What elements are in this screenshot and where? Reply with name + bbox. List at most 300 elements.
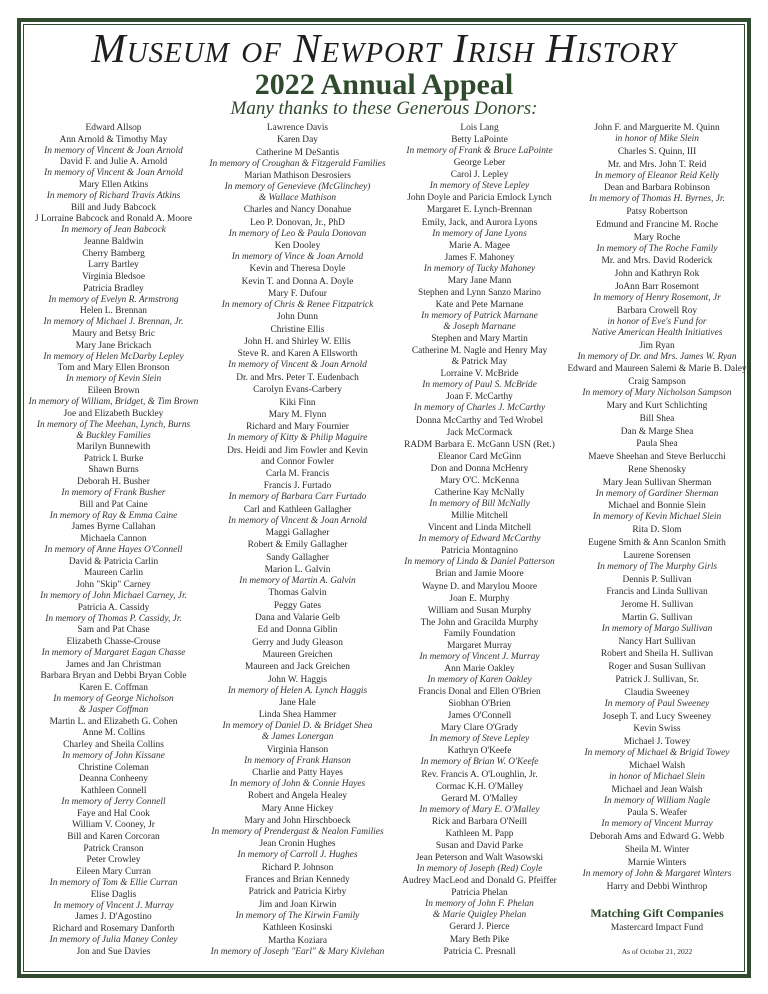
donor-entry [205, 505, 390, 527]
donor-entry [205, 804, 390, 815]
dedication-note: In memory of William Nagle [603, 795, 711, 806]
donor-entry [566, 427, 748, 438]
dedication-note: In memory of Daniel D. & Bridget Shea & James Lonergan [222, 721, 373, 743]
donor-name: Paula Shea [636, 439, 678, 450]
dedication-note: In memory of Frank Busher [61, 488, 166, 499]
donor-entry [205, 625, 390, 636]
donor-name: Mary M. Flynn [268, 409, 327, 420]
donor-entry [386, 158, 573, 169]
donor-name: Francis Donal and Ellen O'Brien [418, 687, 541, 698]
donor-name: Patricia C. Presnall [443, 946, 516, 957]
donor-entry [22, 912, 205, 923]
dedication-note: In memory of Tom & Ellie Curran [49, 877, 178, 888]
donor-name: Carolyn Evans-Carbery [253, 385, 342, 396]
donor-entry [566, 613, 748, 635]
donor-name: Patrick I. Burke [83, 453, 144, 464]
donor-entry [205, 312, 390, 323]
donor-name: Lorraine V. McBride [440, 369, 519, 380]
dedication-note: In memory of Anne Hayes O'Connell [44, 545, 183, 556]
dedication-note: In memory of Evelyn R. Armstrong [48, 294, 179, 305]
dedication-note: In memory of Charles J. McCarthy [413, 403, 546, 414]
donor-name: Patrick and Patricia Kirby [248, 887, 347, 898]
donor-name: Brian and Jamie Moore [435, 569, 524, 580]
donor-entry [566, 600, 748, 611]
donor-name: Catherine M DeSantis [255, 147, 340, 158]
matching-gift-company: Mastercard Impact Fund [610, 923, 704, 933]
donor-entry [205, 422, 390, 444]
donor-name: Barbara Bryan and Debbi Bryan Coble [40, 671, 187, 682]
donor-entry [22, 363, 205, 385]
donor-name: Dana and Valarie Gelb [255, 612, 340, 623]
donor-name: Carla M. Francis [265, 468, 330, 479]
donor-name: Kate and Pete Marnane [435, 300, 524, 311]
donor-name: Cormac K.H. O'Malley [435, 781, 524, 792]
donor-name: Francis J. Furtado [263, 481, 332, 492]
donor-entry [205, 373, 390, 384]
donor-entry [386, 606, 573, 617]
dedication-note: In memory of Jane Lyons [432, 228, 527, 239]
donor-entry [205, 325, 390, 336]
donor-entry [205, 923, 390, 934]
donor-entry [205, 148, 390, 170]
donor-entry [22, 123, 205, 134]
donor-name: Mary and John Hirschboeck [244, 816, 351, 827]
donor-entry [22, 890, 205, 912]
donor-entry [205, 675, 390, 697]
donor-entry [566, 649, 748, 660]
donor-entry [566, 712, 748, 723]
donor-name: Kevin T. and Donna A. Doyle [241, 276, 354, 287]
donor-name: Eileen Mary Curran [76, 866, 151, 877]
dedication-note: In memory of Chris & Renee Fitzpatrick [221, 300, 374, 311]
donor-entry [22, 180, 205, 202]
donor-name: Maureen Greichen [262, 650, 333, 660]
donor-name: Leo P. Donovan, Jr., PhD [250, 217, 345, 228]
dedication-note: in honor of Mike Slein [615, 134, 699, 144]
donor-name: Michael and Bonnie Slein [608, 501, 706, 512]
donor-entry [22, 237, 205, 248]
donor-name: Emily, Jack, and Aurora Lyons [421, 217, 538, 228]
dedication-note: In memory of Vincent & Joan Arnold [228, 360, 367, 371]
donor-entry [386, 699, 573, 710]
dedication-note: In memory of Edward McCarthy [418, 534, 541, 545]
donor-name: Charles and Nancy Donahue [243, 205, 352, 216]
donor-name: Harry and Debbi Winthrop [606, 881, 708, 892]
dedication-note: In memory of Vincent J. Murray [53, 900, 174, 911]
dedication-note: In memory of Michael J. Brennan, Jr. [43, 317, 184, 328]
donor-entry [386, 452, 573, 463]
donor-entry [205, 528, 390, 539]
donor-entry [22, 386, 205, 408]
donor-name: Robert and Sheila H. Sullivan [600, 649, 714, 660]
donor-name: Maggi Gallagher [265, 527, 330, 538]
donor-entry [22, 603, 205, 625]
dedication-note: In memory of Vincent J. Murray [419, 651, 540, 662]
dedication-note: in honor of Michael Slein [609, 771, 705, 782]
donor-name: Edward and Maureen Salemi & Marie B. Daley [567, 364, 747, 375]
donor-name: Virginia Bledsoe [81, 271, 146, 282]
donor-name: Cherry Bamberg [82, 248, 145, 259]
donor-entry [566, 501, 748, 523]
donor-list [22, 123, 205, 958]
dedication-note: In memory of Mary Nicholson Sampson [582, 388, 732, 399]
dedication-note: In memory of Paul S. McBride [422, 380, 537, 391]
donor-name: Lois Lang [460, 123, 499, 133]
donor-list [205, 123, 390, 958]
dedication-note: In memory of Joseph "Earl" & Mary Kivlehan [210, 946, 385, 957]
donor-entry [386, 935, 573, 946]
donor-entry [566, 538, 748, 549]
donor-name: Helen L. Brennan [80, 306, 147, 317]
donor-entry [22, 660, 205, 671]
dedication-note: In memory of John Michael Carney, Jr. [40, 591, 187, 602]
donor-entry [205, 887, 390, 898]
donor-entry [386, 546, 573, 568]
donor-entry [566, 688, 748, 710]
dedication-note: In memory of Brian W. O'Keefe [420, 757, 539, 768]
donor-column-4 [566, 123, 748, 956]
donor-entry [22, 924, 205, 946]
donor-name: Marion L. Galvin [264, 564, 331, 575]
donor-name: John "Skip" Carney [76, 580, 151, 591]
donor-entry [566, 364, 748, 375]
donor-name: Faye and Hal Cook [77, 808, 150, 819]
dedication-note: In memory of Steve Lepley [429, 181, 530, 192]
donor-name: Mary Anne Hickey [261, 803, 334, 814]
donor-name: Patricia A. Cassidy [77, 602, 150, 613]
donor-name: Anne M. Collins [82, 728, 145, 739]
donor-name: Wayne D. and Marylou Moore [421, 581, 538, 592]
donor-name: Bill Shea [639, 413, 675, 424]
donor-entry [205, 745, 390, 767]
dedication-note: In memory of Tucky Mahoney [423, 263, 536, 274]
donor-name: Betty LaPointe [451, 135, 508, 146]
donor-name: Gerard M. O'Malley [441, 793, 518, 804]
donor-entry [22, 947, 205, 958]
donor-entry [566, 269, 748, 280]
donor-name: Michael Walsh [628, 760, 686, 771]
donor-name: Charley and Sheila Collins [63, 739, 164, 750]
donors-tagline: Many thanks to these Generous Donors: [230, 98, 538, 119]
donor-entry [566, 414, 748, 425]
donor-name: Kathryn O'Keefe [447, 746, 512, 757]
donor-entry [205, 662, 390, 673]
donor-entry [566, 341, 748, 363]
donor-name: Virginia Hanson [266, 744, 329, 755]
donor-entry [386, 618, 573, 640]
donor-name: Mary Ellen Atkins [78, 179, 149, 190]
donor-entry [205, 385, 390, 396]
donor-name: Ken Dooley [274, 241, 321, 252]
donor-entry [205, 710, 390, 743]
donor-entry [205, 264, 390, 275]
donor-name: David F. and Julie A. Arnold [59, 157, 168, 168]
donor-name: Dennis P. Sullivan [622, 574, 692, 585]
donor-entry [205, 839, 390, 861]
donor-entry [566, 439, 748, 450]
donor-name: Ann Marie Oakley [444, 664, 515, 674]
donor-name: Jane Hale [279, 698, 316, 709]
donor-name: Audrey MacLeod and Donald G. Pfeiffer [402, 876, 557, 887]
donor-name: Steve R. and Karen A Ellsworth [237, 349, 358, 360]
donor-entry [205, 900, 390, 922]
dedication-note: In memory of Prendergast & Nealon Families [211, 827, 384, 838]
donor-entry [22, 637, 205, 659]
donor-entry [22, 522, 205, 533]
donor-name: Martha Koziara [267, 935, 328, 946]
donor-name: Don and Donna McHenry [430, 463, 529, 474]
donor-entry [205, 289, 390, 311]
donor-list [386, 123, 573, 958]
donor-entry [386, 770, 573, 781]
donor-entry [386, 334, 573, 345]
donor-entry [205, 349, 390, 371]
donor-entry [205, 638, 390, 649]
donor-name: James F. Mahoney [444, 252, 515, 263]
dedication-note: In memory of Croughan & Fitzgerald Families [209, 158, 386, 169]
donor-name: Catherine Kay McNally [434, 488, 525, 499]
donor-name: Deanna Conheeny [79, 774, 148, 785]
donor-entry [386, 746, 573, 768]
donor-name: Kathleen M. Papp [445, 828, 514, 839]
donor-name: Rev. Francis A. O'Loughlin, Jr. [421, 769, 538, 780]
dedication-note: In memory of Jean Babcock [61, 225, 166, 236]
donor-name: Jean Cronin Hughes [259, 839, 336, 850]
donor-name: Martin G. Sullivan [621, 612, 693, 623]
donor-entry [22, 855, 205, 866]
donor-entry [566, 207, 748, 218]
donor-name: Kevin and Theresa Doyle [249, 264, 346, 275]
donor-name: Bill and Judy Babcock [70, 202, 157, 213]
donor-entry [386, 817, 573, 828]
donor-name: Margaret Murray [447, 640, 512, 651]
donor-name: Christine Ellis [270, 324, 325, 335]
donor-entry [386, 253, 573, 275]
donor-entry [566, 587, 748, 598]
donor-name: Martin L. and Elizabeth G. Cohen [49, 716, 178, 727]
dedication-note: In memory of Mary E. O'Malley [419, 804, 540, 815]
donor-column-3 [386, 123, 573, 958]
donor-name: Patricia Montagnino [441, 546, 518, 557]
donor-entry [205, 553, 390, 564]
donor-entry [205, 863, 390, 874]
donor-name: Mary Jane Brickach [75, 340, 152, 351]
donor-name: James Byrne Callahan [71, 522, 156, 533]
donor-entry [386, 346, 573, 368]
dedication-note: In memory of Vincent & Joan Arnold [228, 515, 367, 526]
donor-name: Edward Allsop [85, 123, 142, 133]
donor-entry [566, 465, 748, 476]
donor-entry [566, 401, 748, 412]
donor-name: John and Kathryn Rok [614, 269, 700, 280]
donor-name: Jeanne Baldwin [83, 236, 144, 247]
donor-name: Michaela Cannon [80, 534, 147, 545]
dedication-note: In memory of Carroll J. Hughes [237, 850, 358, 861]
donor-name: Bill and Karen Corcoran [67, 831, 160, 842]
donor-entry [386, 511, 573, 522]
donor-entry [566, 525, 748, 536]
donor-entry [386, 476, 573, 487]
donor-name: Patricia Phelan [451, 888, 508, 899]
donor-name: Susan and David Parke [435, 841, 524, 852]
dedication-note: In memory of Henry Rosemont, Jr [593, 293, 721, 304]
donor-entry [22, 306, 205, 328]
donor-entry [566, 452, 748, 463]
donor-name: Claudia Sweeney [624, 687, 690, 698]
donor-name: Maureen Carlin [83, 568, 144, 579]
donor-name: Jim and Joan Kirwin [258, 899, 337, 910]
donor-entry [205, 277, 390, 288]
donor-entry [386, 205, 573, 216]
donor-entry [566, 220, 748, 231]
donor-entry [22, 625, 205, 636]
donor-entry [205, 816, 390, 838]
donor-entry [566, 377, 748, 399]
donor-name: John Doyle and Paricia Emlock Lynch [407, 193, 552, 204]
dedication-note: In memory of The Kirwin Family [235, 910, 360, 921]
donor-name: Thomas Galvin [268, 588, 327, 599]
donor-entry [22, 774, 205, 785]
donor-entry [566, 637, 748, 648]
dedication-note: In memory of Paul Sweeney [604, 698, 710, 709]
donor-name: Joan F. McCarthy [446, 392, 513, 403]
donor-entry [205, 398, 390, 409]
donor-name: Peggy Gates [273, 600, 322, 611]
donor-name: Bill and Pat Caine [79, 499, 148, 510]
donor-name: RADM Barbara E. McGann USN (Ret.) [404, 439, 555, 450]
donor-name: Kathleen Connell [80, 785, 147, 796]
dedication-note: In memory of John Kissane [62, 750, 165, 761]
donor-name: Richard and Rosemary Danforth [52, 923, 175, 934]
donor-column-2 [205, 123, 390, 958]
donor-name: Mary and Kurt Schlichting [606, 400, 708, 411]
donor-entry [205, 241, 390, 263]
donor-name: Kiki Finn [279, 397, 316, 408]
dedication-note: In memory of John F. Phelan & Marie Quigley Phelan [425, 899, 534, 921]
donor-name: Paula S. Weafer [627, 808, 687, 819]
donor-name: Michael and Jean Walsh [611, 784, 703, 795]
donor-name: JoAnn Barr Rosemont [615, 282, 699, 293]
donor-column-1 [22, 123, 205, 958]
donor-entry [205, 337, 390, 348]
donor-entry [566, 256, 748, 267]
donor-name: James O'Connell [447, 711, 512, 722]
dedication-note: In memory of Patrick Marnane & Joseph Marnane [421, 311, 538, 333]
donor-entry [386, 170, 573, 192]
donor-name: Mary O'C. McKenna [439, 475, 519, 486]
donor-name: Millie Mitchell [450, 511, 509, 522]
donor-entry [386, 888, 573, 921]
donor-name: Deborah Ams and Edward G. Webb [589, 832, 725, 843]
donor-entry [22, 341, 205, 363]
dedication-note: In memory of Leo & Paula Donovan [228, 228, 367, 239]
donor-name: Marie A. Magee [448, 240, 511, 251]
donor-name: Rita D. Slom [632, 525, 682, 536]
donor-entry [22, 203, 205, 214]
donor-name: Karen Day [277, 135, 318, 146]
donor-name: Patricia Bradley [83, 283, 144, 294]
donor-name: Craig Sampson [628, 377, 686, 388]
donor-entry [566, 858, 748, 880]
donor-entry [566, 662, 748, 673]
donor-name: Patrick Cranson [83, 843, 144, 854]
donor-entry [566, 478, 748, 500]
donor-name: Jim Ryan [639, 340, 675, 351]
donor-entry [386, 416, 573, 427]
donor-name: Kevin Swiss [633, 724, 681, 735]
donor-entry [386, 841, 573, 852]
donor-entry [566, 675, 748, 686]
donor-name: William and Susan Murphy [427, 605, 532, 616]
donor-entry [205, 446, 390, 468]
donor-name: Catherine M. Nagle and Henry May & Patrick May [411, 346, 548, 368]
donor-entry [205, 613, 390, 624]
donor-name: Tom and Mary Ellen Bronson [57, 363, 170, 374]
donor-name: Margaret E. Lynch-Brennan [426, 205, 533, 216]
donor-entry [22, 534, 205, 556]
dedication-note: In memory of Margaret Eagan Chasse [41, 648, 186, 659]
donor-name: Mr. and Mrs. John T. Reid [607, 159, 707, 170]
donor-name: Ed and Donna Giblin [257, 625, 338, 636]
donor-entry [566, 761, 748, 783]
donor-name: Larry Bartley [88, 260, 139, 271]
appeal-title: 2022 Annual Appeal [254, 68, 514, 101]
donor-name: Maeve Sheehan and Steve Berlucchi [588, 452, 726, 463]
donor-entry [566, 575, 748, 586]
donor-entry [22, 671, 205, 682]
donor-name: Michael J. Towey [623, 737, 691, 748]
dedication-note: In memory of Richard Travis Atkins [46, 190, 181, 201]
donor-name: Jean Peterson and Walt Wasowski [415, 853, 544, 864]
donor-name: Frances and Brian Kennedy [245, 875, 350, 886]
donor-entry [205, 791, 390, 802]
donor-name: Robert & Emily Gallagher [247, 540, 348, 551]
donor-name: Marian Mathison Desrosiers [244, 171, 351, 182]
donor-entry [205, 481, 390, 503]
donor-entry [566, 808, 748, 830]
museum-title: Museum of Newport Irish History [91, 25, 677, 71]
dedication-note: In memory of Thomas H. Byrnes, Jr. [589, 194, 725, 205]
dedication-note: In memory of Vincent & Joan Arnold [44, 145, 183, 156]
donor-name: Jerome H. Sullivan [620, 600, 694, 611]
dedication-note: In memory of Eleanor Reid Kelly [594, 170, 720, 181]
donor-name: Mary Jane Mann [447, 275, 512, 286]
donor-name: Jack McCormack [446, 427, 513, 438]
donor-name: Kathleen Kosinski [262, 923, 333, 934]
donor-entry [22, 454, 205, 465]
donor-entry [205, 698, 390, 709]
dedication-note: In memory of Kevin Slein [65, 374, 162, 385]
donor-name: Gerry and Judy Gleason [252, 637, 343, 648]
dedication-note: In memory of Vince & Joan Arnold [231, 252, 364, 263]
donor-name: James J. D'Agostino [75, 912, 152, 923]
as-of-date: As of October 21, 2022 [621, 947, 693, 956]
donor-entry [386, 664, 573, 686]
donor-entry [566, 785, 748, 807]
donor-name: Siobhan O'Brien [448, 699, 511, 710]
matching-gift-heading: Matching Gift Companies [590, 906, 724, 920]
donor-entry [22, 832, 205, 843]
donor-entry [386, 569, 573, 580]
donor-entry [386, 135, 573, 157]
donor-entry [22, 260, 205, 271]
donor-entry [386, 711, 573, 722]
donor-entry [566, 306, 748, 339]
donor-entry [22, 809, 205, 820]
donor-entry [205, 601, 390, 612]
donor-name: Mr. and Mrs. David Roderick [601, 256, 713, 267]
dedication-note: In memory of William, Bridget, & Tim Brown [28, 396, 199, 407]
